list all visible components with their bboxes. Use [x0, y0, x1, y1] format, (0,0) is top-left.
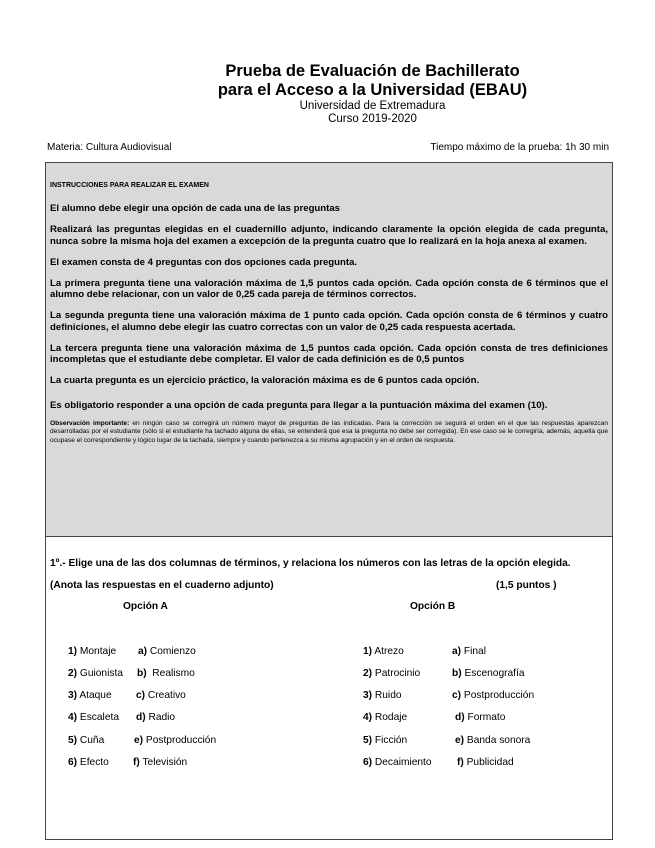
instruction-paragraph: Realizará las preguntas elegidas en el cuadernillo adjunto, indicando claramente la opción elegida de cada pregunta, nunca sobre la misma hoja del examen a excepción de la pregunta cuatro que lo realizará en la hoja anexa al examen.	[50, 224, 608, 247]
option-b-number-term: 2) Patrocinio	[363, 668, 421, 679]
option-b-letter-term: c) Postproducción	[452, 690, 535, 701]
option-a-letter-term: f) Televisión	[133, 757, 188, 768]
option-a-letter-term: b) Realismo	[137, 668, 195, 679]
question1-title: 1º.- Elige una de las dos columnas de términos, y relaciona los números con las letras de la opción elegida.	[50, 558, 571, 569]
option-a-letter-term: d) Radio	[136, 712, 176, 723]
option-a-letter-term: e) Postproducción	[134, 735, 217, 746]
option-b-number-term: 3) Ruido	[363, 690, 402, 701]
question1-points: (1,5 puntos )	[496, 580, 557, 591]
option-b-letter-term: b) Escenografía	[452, 668, 525, 679]
option-b-letter-term: d) Formato	[455, 712, 506, 723]
option-b-number-term: 6) Decaimiento	[363, 757, 432, 768]
option-a-number-term: 5) Cuña	[68, 735, 105, 746]
university-name: Universidad de Extremadura	[299, 100, 446, 112]
instruction-paragraph: La segunda pregunta tiene una valoración máxima de 1 punto cada opción. Cada opción consta de 6 términos y cuatro definiciones, el alumno debe elegir las cuatro correctas con un valor de 0,25 cada respuesta acertada.	[50, 310, 608, 333]
option-b-letter-term: e) Banda sonora	[455, 735, 531, 746]
option-a-number-term: 6) Efecto	[68, 757, 109, 768]
observation-note	[50, 420, 608, 446]
instruction-paragraph: La tercera pregunta tiene una valoración máxima de 1,5 puntos cada opción. Cada opción consta de tres definiciones incompletas que el estudiante debe completar. El valor de cada definición es de 0,5 puntos	[50, 342, 608, 366]
option-b-letter-term: a) Final	[452, 646, 486, 657]
option-a-letter-term: a) Comienzo	[138, 646, 196, 657]
option-a-letter-term: c) Creativo	[136, 690, 186, 701]
course-year: Curso 2019-2020	[328, 113, 417, 125]
exam-title-line1: Prueba de Evaluación de Bachillerato	[225, 62, 520, 80]
option-a-number-term: 4) Escaleta	[68, 712, 119, 723]
instruction-paragraph: La cuarta pregunta es un ejercicio práctico, la valoración máxima es de 6 puntos cada opción.	[50, 375, 480, 387]
instruction-paragraph: La primera pregunta tiene una valoración máxima de 1,5 puntos cada opción. Cada opción consta de 6 términos que el alumno debe relacionar, con un valor de 0,25 cada pareja de términos correctos.	[50, 278, 608, 301]
instructions-title: INSTRUCCIONES PARA REALIZAR EL EXAMEN	[50, 182, 209, 189]
exam-title-line2: para el Acceso a la Universidad (EBAU)	[217, 81, 528, 99]
instruction-paragraph: Es obligatorio responder a una opción de cada pregunta para llegar a la puntuación máxima del examen (10).	[50, 400, 548, 412]
option-b-number-term: 5) Ficción	[363, 735, 408, 746]
subject-label: Materia: Cultura Audiovisual	[47, 142, 172, 153]
observation-text: en ningún caso se corregirá un número mayor de preguntas de las indicadas. Para la corrección se seguirá el orden en el que las respuestas aparezcan desarrolladas por el estudiante (sólo si el estudiante ha tachado alguna de ellas, se entenderá que esa la pregunta no debe ser corregida). En ese caso se le corregiría, además, aquella que ocupase el correspondiente y lógico lugar de la tachada, siempre y cuando pertenezca a su misma agrupación y en el orden de respuesta.	[50, 419, 609, 444]
time-limit-label: Tiempo máximo de la prueba: 1h 30 min	[430, 142, 609, 153]
option-b-heading: Opción B	[410, 601, 456, 612]
instructions-box	[45, 162, 613, 537]
option-b-number-term: 1) Atrezo	[363, 646, 404, 657]
option-b-number-term: 4) Rodaje	[363, 712, 408, 723]
observation-label: Observación importante:	[50, 419, 130, 427]
option-a-heading: Opción A	[123, 601, 168, 612]
option-a-number-term: 3) Ataque	[68, 690, 112, 701]
instruction-paragraph: El examen consta de 4 preguntas con dos opciones cada pregunta.	[50, 256, 358, 268]
exam-header	[0, 62, 655, 126]
option-b-letter-term: f) Publicidad	[457, 757, 514, 768]
question1-subtitle: (Anota las respuestas en el cuaderno adjunto)	[50, 580, 274, 591]
instruction-paragraph: El alumno debe elegir una opción de cada una de las preguntas	[50, 203, 341, 215]
option-a-number-term: 1) Montaje	[68, 646, 117, 657]
option-a-number-term: 2) Guionista	[68, 668, 123, 679]
